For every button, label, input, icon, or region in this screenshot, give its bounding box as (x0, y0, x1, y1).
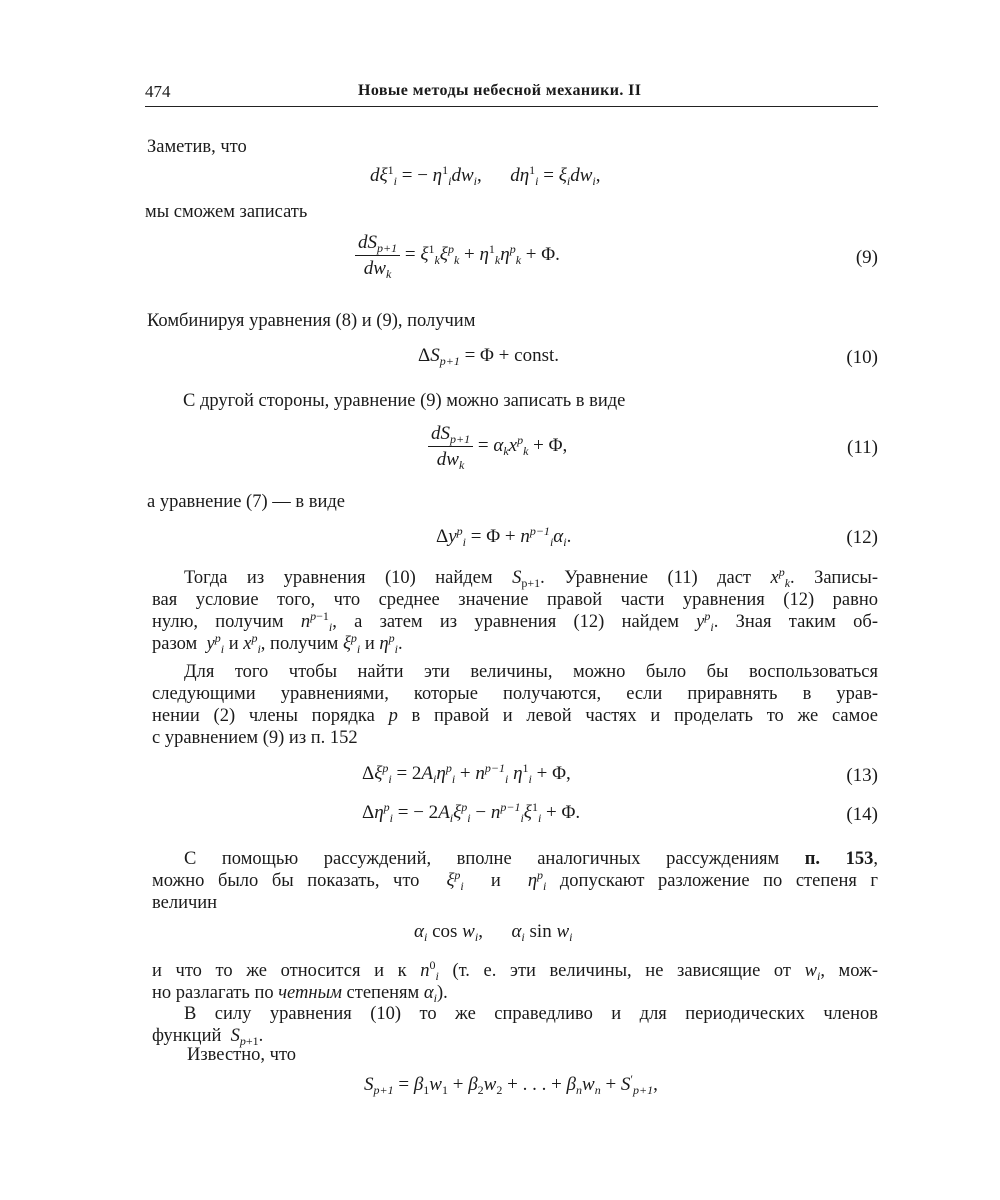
equation-number-10: (10) (846, 347, 878, 368)
paragraph-4-line-1: и что то же относится и к $n^0_i$ (т. е. эти величины, не зависящие от $w_i$, мож- (152, 958, 878, 983)
paragraph-1-line-2: вая условие того, что среднее значение правой части уравнения (12) равно (152, 590, 878, 610)
paragraph-2-line-1: Для того чтобы найти эти величины, можно было бы воспользоваться (184, 662, 878, 682)
paragraph-4 (152, 960, 878, 1004)
header-rule (145, 106, 878, 107)
equation-differentials: $d\xi^1_i$ = − $\eta^1_idw_i$, $d\eta^1_i = \xi_idw_i$, (370, 163, 601, 188)
text-my-smozhem: мы сможем записать (145, 202, 308, 222)
equation-number-13: (13) (846, 765, 878, 786)
paragraph-2-line-3: нении (2) члены порядка p в правой и левой частях и проделать то же самое (152, 706, 879, 726)
equation-number-9: (9) (855, 247, 878, 268)
equation-13: $\Delta\xi^p_i = 2A_i\eta^p_i + n^{p-1}_i$ $\eta^1_i + \Phi$, (362, 761, 571, 786)
paragraph-2 (152, 661, 878, 749)
page-number: 474 (145, 82, 171, 101)
equation-10: $\Delta S_{p+1} = \Phi$ + const. (418, 345, 560, 368)
paragraph-1-line-4: разом $y^p_i$ и $x^p_i$, получим $\xi^p_i$ и $\eta^p_i$. (152, 631, 403, 656)
paragraph-1-line-3: нулю, получим $n^{p-1}_i$, а затем из уравнения (12) найдем $y^p_i$. Зная таким об- (152, 609, 878, 634)
equation-s-expansion: $S_{p+1} = \beta_1w_1 + \beta_2w_2$ + . . . + $\beta_nw_n + S'_{p+1}$, (364, 1072, 658, 1097)
text-izvestno: Известно, что (187, 1045, 297, 1065)
equation-cos-sin: $\alpha_i$ $\cos w_i$, $\alpha_i$ $\sin w_i$ (414, 921, 573, 944)
equation-12: $\Delta y^p_i = \Phi + n^{p-1}_i\alpha_i$. (436, 524, 572, 549)
paragraph-4-line-2: но разлагать по четным степеням $\alpha_i$). (152, 983, 448, 1005)
paragraph-1-line-1: Тогда из уравнения (10) найдем $S_{p+1}$. Уравнение (11) даст $x^p_k$. Записы- (184, 565, 878, 590)
paragraph-3-line-1: С помощью рассуждений, вполне аналогичных рассуждениям п. 153, (184, 849, 878, 869)
equation-11: $\frac{dS_{p+1}}{dw_k}$ = $\alpha_kx^p_k + \Phi$, (428, 424, 567, 469)
text-a-uravnenie: а уравнение (7) — в виде (147, 492, 345, 512)
paragraph-5 (152, 1003, 878, 1047)
paragraph-1 (152, 567, 878, 655)
equation-9: $\frac{dS_{p+1}}{dw_k}$ = $\xi^1_k\xi^p_k + \eta^1_k\eta^p_k + \Phi$. (355, 233, 560, 278)
text-zametiv: Заметив, что (147, 137, 247, 157)
equation-number-11: (11) (847, 437, 878, 458)
paragraph-3 (152, 848, 878, 914)
paragraph-2-line-4: с уравнением (9) из п. 152 (152, 728, 358, 748)
text-kombiniruya: Комбинируя уравнения (8) и (9), получим (147, 311, 476, 331)
paragraph-5-line-1: В силу уравнения (10) то же справедливо и для периодических членов (184, 1004, 878, 1024)
equation-14: $\Delta\eta^p_i$ = − $2A_i\xi^p_i - n^{p-1}_i\xi^1_i + \Phi$. (362, 800, 581, 825)
text-s-drugoy: С другой стороны, уравнение (9) можно записать в виде (183, 391, 626, 411)
equation-number-14: (14) (846, 804, 878, 825)
paragraph-3-line-2: можно было бы показать, что $\xi^p_i$ и $\eta^p_i$ допускают разложение по степеня г (152, 868, 878, 893)
page-header (145, 82, 878, 106)
equation-number-12: (12) (846, 527, 878, 548)
paragraph-2-line-2: следующими уравнениями, которые получаются, если приравнять в урав- (152, 684, 878, 704)
running-title: Новые методы небесной механики. II (358, 82, 642, 99)
paragraph-5-line-2: функций $S_{p+1}$. (152, 1026, 264, 1048)
paragraph-3-line-3: величин (152, 893, 218, 913)
